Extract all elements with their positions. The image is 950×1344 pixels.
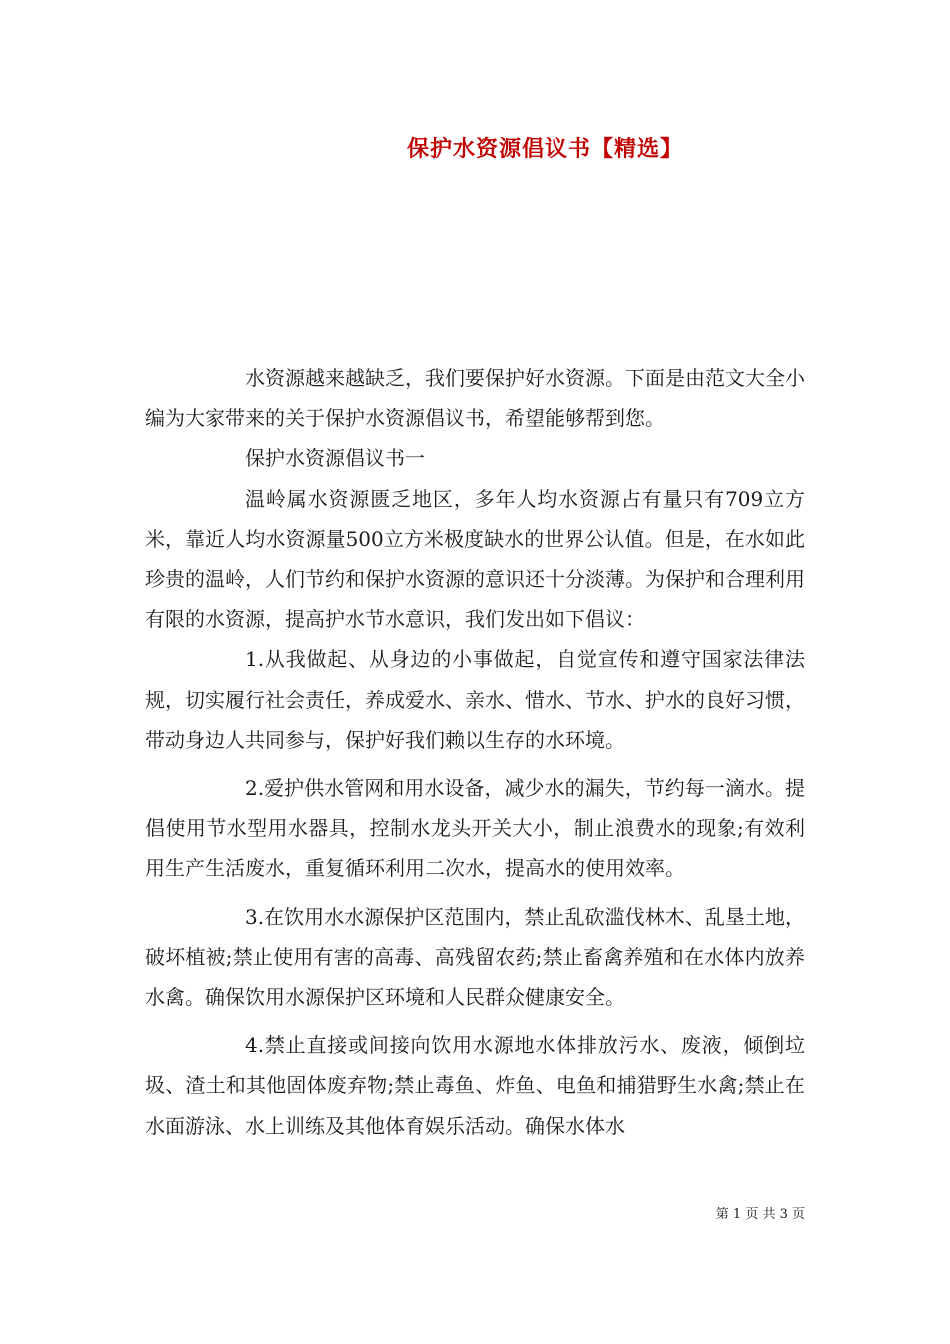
proposal-item-1: 1.从我做起、从身边的小事做起，自觉宣传和遵守国家法律法规，切实履行社会责任，养成爱水、亲水、惜水、节水、护水的良好习惯，带动身边人共同参与，保护好我们赖以生存的水环境。 <box>145 647 805 752</box>
context-paragraph: 温岭属水资源匮乏地区，多年人均水资源占有量只有709立方米，靠近人均水资源量500立方米极度缺水的世界公认值。但是，在水如此珍贵的温岭，人们节约和保护水资源的意识还十分淡薄。为保护和合理利用有限的水资源，提高护水节水意识，我们发出如下倡议： <box>145 486 805 632</box>
proposal-item-3: 3.在饮用水水源保护区范围内，禁止乱砍滥伐林木、乱垦土地，破坏植被;禁止使用有害的高毒、高残留农药;禁止畜禽养殖和在水体内放养水禽。确保饮用水源保护区环境和人民群众健康安全。 <box>145 904 805 1010</box>
section-heading: 保护水资源倡议书一 <box>245 446 425 471</box>
document-title: 保护水资源倡议书【精选】 <box>406 136 683 162</box>
proposal-item-2: 2.爱护供水管网和用水设备，减少水的漏失，节约每一滴水。提倡使用节水型用水器具，控制水龙头开关大小，制止浪费水的现象;有效利用生产生活废水，重复循环利用二次水，提高水的使用效率。 <box>145 776 805 881</box>
page-number-footer: 第 1 页 共 3 页 <box>715 1207 805 1222</box>
proposal-item-4: 4.禁止直接或间接向饮用水源地水体排放污水、废液，倾倒垃圾、渣土和其他固体废弃物;禁止毒鱼、炸鱼、电鱼和捕猎野生水禽;禁止在水面游泳、水上训练及其他体育娱乐活动。确保水体水 <box>145 1033 805 1138</box>
intro-paragraph: 水资源越来越缺乏，我们要保护好水资源。下面是由范文大全小编为大家带来的关于保护水资源倡议书，希望能够帮到您。 <box>145 366 805 431</box>
document-body <box>145 358 805 1146</box>
